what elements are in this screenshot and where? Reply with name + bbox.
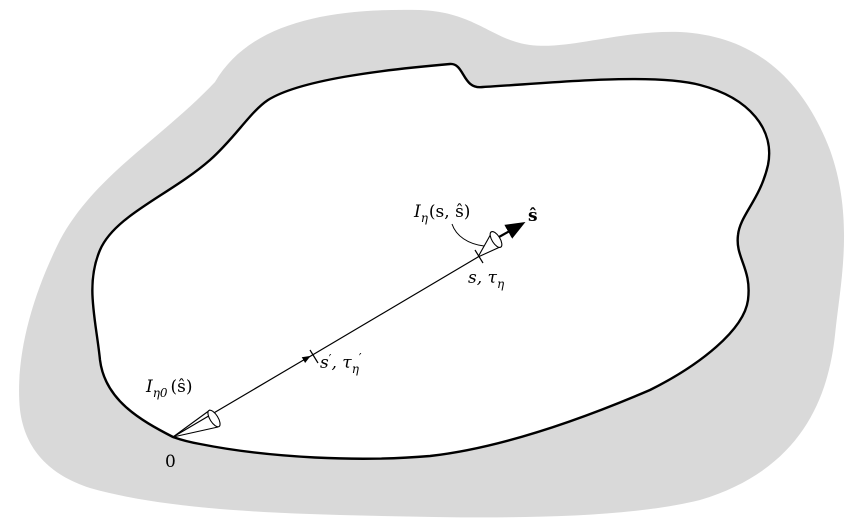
origin-label: 0 (165, 452, 176, 472)
s-tau-subscript: η (496, 277, 505, 291)
direction-label: ŝ (528, 206, 538, 226)
origin-intensity-argument: (ŝ) (170, 377, 193, 397)
s-prime-symbol: s (320, 353, 329, 373)
origin-intensity-symbol: I (146, 377, 153, 397)
s-prime-tau-prime: ′ (358, 351, 362, 365)
s-prime-mark: ′ (328, 352, 332, 366)
endpoint-intensity-subscript: η (420, 211, 428, 225)
endpoint-intensity-argument: (s, ŝ) (428, 202, 471, 222)
origin-intensity-subscript: η0 (152, 386, 168, 400)
s-symbol: s, τ (468, 268, 497, 288)
s-prime-tau-subscript: η (351, 362, 359, 376)
s-prime-tau: , τ (331, 353, 352, 373)
endpoint-intensity-symbol: I (414, 202, 421, 222)
